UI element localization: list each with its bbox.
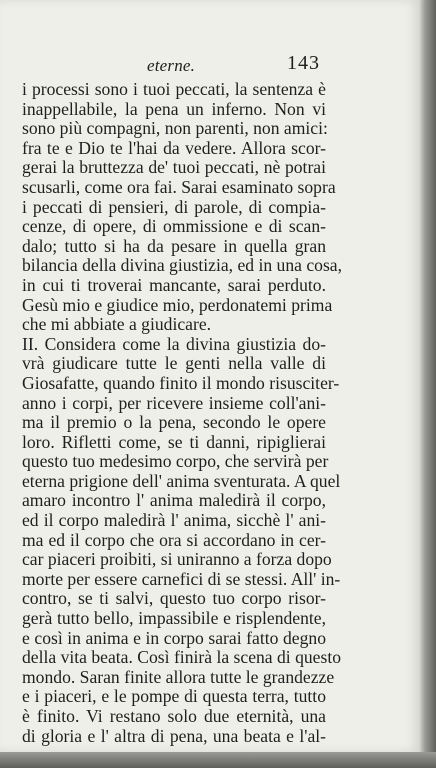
page-stack-edge [419, 0, 436, 768]
text-line: che mi abbiate a giudicare. [22, 314, 212, 335]
text-line: è finito. Vi restano solo due eternità, una [22, 706, 326, 726]
text-line: eterna prigione dell' anima sventurata. A quel [22, 470, 341, 491]
text-line: i processi sono i tuoi peccati, la sentenza è [22, 79, 326, 99]
paragraph-start-line: II. Considera come la divina giustizia do- [22, 333, 326, 354]
text-line: Giosafatte, quando finito il mondo risusciter- [22, 372, 340, 393]
text-line: morte per essere carnefici di se stessi. All' in- [22, 568, 341, 589]
text-line: della vita beata. Così finirà la scena di questo [22, 647, 342, 668]
text-line: car piaceri proibiti, si uniranno a forza dopo [22, 549, 332, 570]
text-line: e i piaceri, e le pompe di questa terra, tutto [22, 686, 326, 707]
text-line: vrà giudicare tutte le genti nella valle di [22, 353, 326, 374]
text-line: i peccati di pensieri, di parole, di compia- [22, 196, 326, 217]
text-line: amaro incontro l' anima maledirà il corpo, [22, 490, 326, 511]
running-head: eterne. [147, 56, 196, 75]
text-line: e così in anima e in corpo sarai fatto degno [22, 627, 326, 648]
text-line: gerai la bruttezza de' tuoi peccati, nè potrai [22, 157, 326, 178]
text-line: anno i corpi, per ricevere insieme coll'ani- [22, 392, 326, 413]
text-line: mondo. Saran finite allora tutte le grandezze [22, 666, 335, 687]
text-line: inappellabile, la pena un inferno. Non vi [22, 98, 326, 119]
text-line: dalo; tutto si ha da pesare in quella gran [22, 235, 326, 256]
page-bottom-shadow [0, 752, 436, 768]
text-line: questo tuo medesimo corpo, che servirà per [22, 451, 329, 472]
body-text [22, 79, 343, 746]
text-line: ed il corpo maledirà l' anima, sicchè l' ani- [22, 510, 326, 531]
text-line: fra te e Dio te l'hai da vedere. Allora scor- [22, 137, 326, 158]
text-line: ma ed il corpo che ora si accordano in cer- [22, 529, 326, 550]
text-line: in cui ti troverai mancante, sarai perduto. [22, 274, 326, 295]
text-line: contro, se ti salvi, questo tuo corpo risor- [22, 588, 326, 609]
text-line: cenze, di opere, di ommissione e di scan- [22, 216, 326, 237]
page-number: 143 [287, 52, 320, 74]
text-line: loro. Rifletti come, se ti danni, ripiglierai [22, 431, 326, 452]
text-line: scusarli, come ora fai. Sarai esaminato sopra [22, 176, 336, 197]
text-line: gerà tutto bello, impassibile e risplendente, [22, 608, 326, 629]
text-line: sono più compagni, non parenti, non amici: [22, 118, 328, 139]
text-line: bilancia della divina giustizia, ed in una cosa, [22, 255, 343, 276]
text-line: di gloria e l' altra di pena, una beata e l'al- [22, 725, 326, 746]
text-line: Gesù mio e giudice mio, perdonatemi prima [22, 294, 333, 315]
text-line: ma il premio o la pena, secondo le opere [22, 412, 326, 433]
